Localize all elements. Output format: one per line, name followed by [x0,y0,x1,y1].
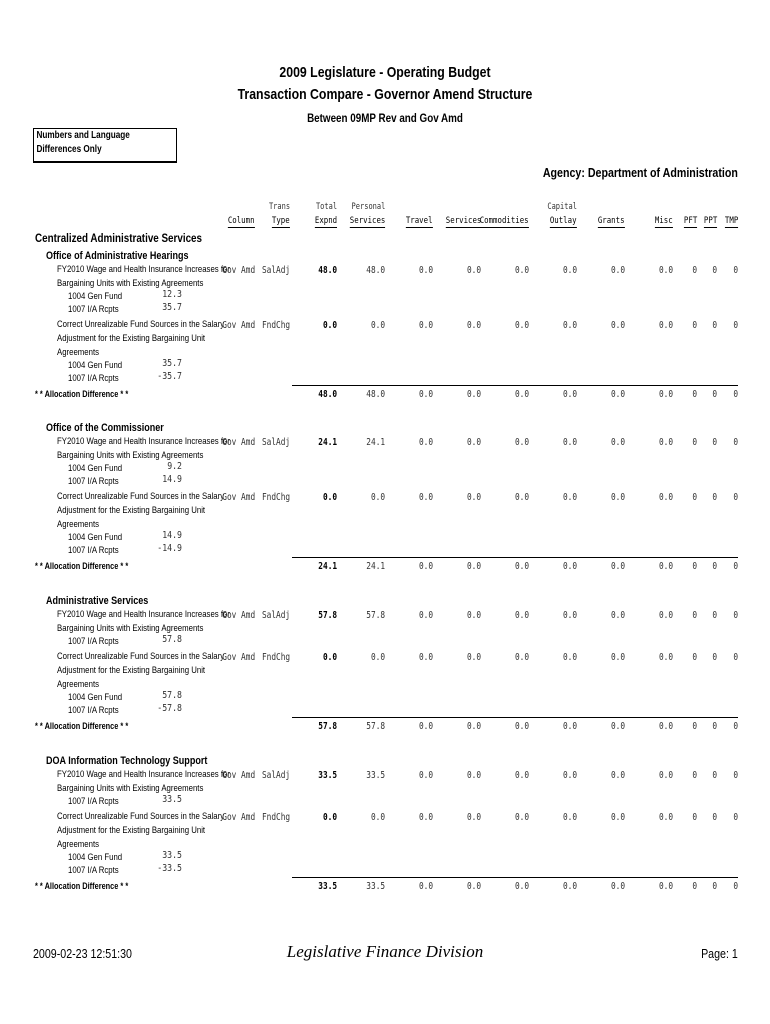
transaction1-cell-5: 0.0 [562,610,577,621]
transaction2-cell-4: 0.0 [514,320,529,331]
transaction1-cell-10: 0 [733,265,738,276]
transaction2-cell-5: 0.0 [562,320,577,331]
transaction2-cell-0: 0.0 [322,320,337,331]
fund-amount: 33.5 [162,794,182,805]
transaction1-cell-2: 0.0 [418,265,433,276]
allocation-total-cell-6: 0.0 [610,721,625,732]
col-head-trans-type: Type [272,216,290,226]
transaction-description-2: Bargaining Units with Existing Agreements [57,783,204,794]
fund-source: 1004 Gen Fund [68,532,123,543]
allocation-total-cell-7: 0.0 [658,881,673,892]
transaction-type: FndChg [261,812,290,823]
allocation-total-cell-1: 57.8 [366,721,385,732]
transaction2-cell-6: 0.0 [610,320,625,331]
allocation-total-cell-8: 0 [692,721,697,732]
allocation-total-cell-6: 0.0 [610,561,625,572]
transaction-column: Gov Amd [222,492,255,503]
transaction-description-2: Adjustment for the Existing Bargaining Unit [57,505,206,516]
transaction1-cell-9: 0 [712,610,717,621]
transaction2-cell-3: 0.0 [466,320,481,331]
allocation-total-cell-0: 57.8 [318,721,337,732]
transaction1-cell-1: 57.8 [366,610,385,621]
allocation-total-cell-6: 0.0 [610,881,625,892]
col-head-misc: Misc [655,216,673,226]
transaction-column: Gov Amd [222,610,255,621]
transaction-column: Gov Amd [222,437,255,448]
transaction2-cell-7: 0.0 [658,812,673,823]
transaction2-cell-6: 0.0 [610,812,625,823]
allocation-total-cell-9: 0 [712,561,717,572]
agency-label: Agency: Department of Administration [542,165,738,180]
transaction1-cell-8: 0 [692,610,697,621]
fund-source: 1007 I/A Rcpts [68,636,119,647]
transaction2-cell-4: 0.0 [514,492,529,503]
transaction2-cell-8: 0 [692,652,697,663]
fund-amount: -57.8 [157,703,182,714]
allocation-total-cell-4: 0.0 [514,561,529,572]
allocation-total-cell-9: 0 [712,721,717,732]
transaction1-cell-4: 0.0 [514,770,529,781]
transaction-description-3: Agreements [57,839,100,850]
transaction-type: SalAdj [261,437,290,448]
transaction2-cell-2: 0.0 [418,812,433,823]
transaction2-cell-9: 0 [712,652,717,663]
transaction1-cell-5: 0.0 [562,437,577,448]
transaction2-cell-2: 0.0 [418,320,433,331]
fund-source: 1007 I/A Rcpts [68,304,119,315]
transaction-description-2: Adjustment for the Existing Bargaining Unit [57,825,206,836]
transaction2-cell-3: 0.0 [466,652,481,663]
transaction1-cell-7: 0.0 [658,770,673,781]
transaction2-cell-2: 0.0 [418,652,433,663]
transaction-column: Gov Amd [222,265,255,276]
transaction1-cell-9: 0 [712,265,717,276]
transaction-description-2: Adjustment for the Existing Bargaining Unit [57,333,206,344]
transaction-description: Correct Unrealizable Fund Sources in the Salary [57,491,225,502]
transaction2-cell-8: 0 [692,812,697,823]
allocation-total-cell-2: 0.0 [418,561,433,572]
transaction1-cell-8: 0 [692,265,697,276]
allocation-total-cell-7: 0.0 [658,561,673,572]
transaction2-cell-1: 0.0 [370,320,385,331]
total-rule [292,877,738,878]
transaction2-cell-6: 0.0 [610,492,625,503]
allocation-total-cell-2: 0.0 [418,721,433,732]
transaction1-cell-1: 33.5 [366,770,385,781]
transaction-description: FY2010 Wage and Health Insurance Increases for [57,264,230,275]
transaction2-cell-7: 0.0 [658,320,673,331]
transaction1-cell-4: 0.0 [514,265,529,276]
transaction-column: Gov Amd [222,812,255,823]
transaction2-cell-9: 0 [712,812,717,823]
fund-amount: 57.8 [162,634,182,645]
transaction1-cell-8: 0 [692,437,697,448]
col-head-column: Column [228,216,255,226]
col-head-pft: PFT [683,216,697,226]
fund-source: 1004 Gen Fund [68,463,123,474]
col-head-ppt: PPT [703,216,717,226]
transaction1-cell-7: 0.0 [658,265,673,276]
transaction1-cell-4: 0.0 [514,610,529,621]
allocation-total-cell-1: 33.5 [366,881,385,892]
footer-page-number: Page: 1 [701,946,738,961]
transaction1-cell-0: 24.1 [318,437,337,448]
fund-amount: 14.9 [162,530,182,541]
transaction1-cell-6: 0.0 [610,610,625,621]
allocation-total-cell-7: 0.0 [658,389,673,400]
allocation-total-cell-10: 0 [733,881,738,892]
transaction1-cell-7: 0.0 [658,437,673,448]
transaction1-cell-8: 0 [692,770,697,781]
transaction1-cell-10: 0 [733,437,738,448]
allocation-total-cell-10: 0 [733,561,738,572]
transaction2-cell-3: 0.0 [466,812,481,823]
transaction-type: FndChg [261,652,290,663]
allocation-total-cell-0: 33.5 [318,881,337,892]
transaction2-cell-7: 0.0 [658,492,673,503]
allocation-total-cell-10: 0 [733,721,738,732]
transaction1-cell-1: 24.1 [366,437,385,448]
transaction1-cell-5: 0.0 [562,265,577,276]
transaction1-cell-0: 48.0 [318,265,337,276]
total-rule [292,557,738,558]
transaction1-cell-6: 0.0 [610,770,625,781]
transaction-description: Correct Unrealizable Fund Sources in the Salary [57,811,225,822]
fund-source: 1007 I/A Rcpts [68,796,119,807]
transaction1-cell-6: 0.0 [610,265,625,276]
fund-amount: 9.2 [167,461,182,472]
transaction-type: SalAdj [261,265,290,276]
allocation-total-cell-4: 0.0 [514,389,529,400]
allocation-total-cell-6: 0.0 [610,389,625,400]
transaction2-cell-0: 0.0 [322,652,337,663]
transaction2-cell-10: 0 [733,652,738,663]
transaction2-cell-5: 0.0 [562,492,577,503]
fund-amount: 12.3 [162,289,182,300]
transaction1-cell-0: 57.8 [318,610,337,621]
fund-source: 1007 I/A Rcpts [68,476,119,487]
fund-source: 1004 Gen Fund [68,360,123,371]
fund-source: 1007 I/A Rcpts [68,373,119,384]
transaction1-cell-3: 0.0 [466,265,481,276]
transaction-column: Gov Amd [222,652,255,663]
fund-amount: 35.7 [162,302,182,313]
allocation-total-cell-8: 0 [692,389,697,400]
allocation-difference-label: * * Allocation Difference * * [35,389,129,399]
transaction-column: Gov Amd [222,770,255,781]
col-head-trans-type-line1: Trans [268,202,290,212]
allocation-total-cell-4: 0.0 [514,881,529,892]
transaction-type: SalAdj [261,610,290,621]
transaction-type: SalAdj [261,770,290,781]
col-head-total-expnd: Expnd [314,216,337,226]
transaction-description: FY2010 Wage and Health Insurance Increases for [57,609,230,620]
fund-amount: 57.8 [162,690,182,701]
fund-amount: -14.9 [157,543,182,554]
transaction2-cell-1: 0.0 [370,492,385,503]
allocation-total-cell-8: 0 [692,881,697,892]
transaction-description-3: Agreements [57,679,100,690]
transaction-description-2: Bargaining Units with Existing Agreements [57,450,204,461]
transaction1-cell-6: 0.0 [610,437,625,448]
transaction-description: FY2010 Wage and Health Insurance Increases for [57,436,230,447]
transaction1-cell-3: 0.0 [466,610,481,621]
transaction1-cell-9: 0 [712,437,717,448]
col-head-personal-services: Services [349,216,385,226]
transaction-description-2: Bargaining Units with Existing Agreements [57,278,204,289]
allocation-total-cell-3: 0.0 [466,881,481,892]
transaction2-cell-6: 0.0 [610,652,625,663]
transaction1-cell-2: 0.0 [418,770,433,781]
transaction1-cell-2: 0.0 [418,437,433,448]
allocation-total-cell-5: 0.0 [562,881,577,892]
footer-division: Legislative Finance Division [286,942,484,961]
office-name: Administrative Services [46,595,149,607]
fund-amount: -33.5 [157,863,182,874]
allocation-difference-label: * * Allocation Difference * * [35,561,129,571]
allocation-total-cell-3: 0.0 [466,561,481,572]
transaction1-cell-7: 0.0 [658,610,673,621]
col-head-travel: Travel [406,216,433,226]
fund-amount: 33.5 [162,850,182,861]
transaction-column: Gov Amd [222,320,255,331]
allocation-total-cell-3: 0.0 [466,389,481,400]
compare-label: Between 09MP Rev and Gov Amd [307,111,463,125]
total-rule [292,717,738,718]
filter-line-1: Numbers and Language [36,130,130,141]
allocation-total-cell-1: 24.1 [366,561,385,572]
transaction2-cell-7: 0.0 [658,652,673,663]
fund-amount: 14.9 [162,474,182,485]
fund-amount: -35.7 [157,371,182,382]
transaction1-cell-3: 0.0 [466,770,481,781]
allocation-total-cell-7: 0.0 [658,721,673,732]
transaction-type: FndChg [261,320,290,331]
transaction2-cell-2: 0.0 [418,492,433,503]
transaction-description: FY2010 Wage and Health Insurance Increases for [57,769,230,780]
transaction2-cell-8: 0 [692,320,697,331]
transaction-description-3: Agreements [57,347,100,358]
fund-source: 1004 Gen Fund [68,291,123,302]
transaction1-cell-1: 48.0 [366,265,385,276]
footer-timestamp: 2009-02-23 12:51:30 [33,946,132,961]
report-title: 2009 Legislature - Operating Budget [279,64,491,81]
transaction1-cell-10: 0 [733,610,738,621]
allocation-total-cell-3: 0.0 [466,721,481,732]
transaction2-cell-1: 0.0 [370,812,385,823]
allocation-total-cell-9: 0 [712,389,717,400]
fund-source: 1007 I/A Rcpts [68,545,119,556]
office-name: Office of the Commissioner [46,422,164,434]
filter-box [33,128,177,163]
office-name: DOA Information Technology Support [46,755,208,767]
allocation-total-cell-5: 0.0 [562,561,577,572]
transaction-description: Correct Unrealizable Fund Sources in the Salary [57,651,225,662]
transaction2-cell-5: 0.0 [562,652,577,663]
allocation-total-cell-0: 24.1 [318,561,337,572]
col-head-services: Services [445,216,481,226]
transaction1-cell-4: 0.0 [514,437,529,448]
filter-line-2: Differences Only [36,144,102,155]
transaction1-cell-10: 0 [733,770,738,781]
transaction2-cell-4: 0.0 [514,652,529,663]
allocation-difference-label: * * Allocation Difference * * [35,881,129,891]
transaction1-cell-2: 0.0 [418,610,433,621]
allocation-total-cell-8: 0 [692,561,697,572]
col-head-tmp: TMP [724,216,738,226]
allocation-difference-label: * * Allocation Difference * * [35,721,129,731]
report-subtitle: Transaction Compare - Governor Amend Structure [237,86,533,103]
allocation-total-cell-1: 48.0 [366,389,385,400]
transaction1-cell-5: 0.0 [562,770,577,781]
total-rule [292,385,738,386]
col-head-capital-outlay-line1: Capital [547,202,577,212]
transaction2-cell-10: 0 [733,320,738,331]
section-title: Centralized Administrative Services [35,231,202,245]
fund-source: 1007 I/A Rcpts [68,705,119,716]
transaction-description: Correct Unrealizable Fund Sources in the Salary [57,319,225,330]
allocation-total-cell-9: 0 [712,881,717,892]
transaction2-cell-1: 0.0 [370,652,385,663]
fund-source: 1004 Gen Fund [68,692,123,703]
allocation-total-cell-0: 48.0 [318,389,337,400]
transaction1-cell-3: 0.0 [466,437,481,448]
allocation-total-cell-10: 0 [733,389,738,400]
transaction2-cell-9: 0 [712,320,717,331]
col-head-commodities: Commodities [480,216,529,226]
fund-source: 1007 I/A Rcpts [68,865,119,876]
allocation-total-cell-4: 0.0 [514,721,529,732]
col-head-grants: Grants [598,216,625,226]
transaction2-cell-0: 0.0 [322,812,337,823]
transaction2-cell-4: 0.0 [514,812,529,823]
transaction-description-2: Bargaining Units with Existing Agreements [57,623,204,634]
transaction1-cell-0: 33.5 [318,770,337,781]
allocation-total-cell-2: 0.0 [418,389,433,400]
transaction-description-2: Adjustment for the Existing Bargaining Unit [57,665,206,676]
office-name: Office of Administrative Hearings [46,250,189,262]
transaction2-cell-8: 0 [692,492,697,503]
transaction-type: FndChg [261,492,290,503]
fund-source: 1004 Gen Fund [68,852,123,863]
transaction1-cell-9: 0 [712,770,717,781]
col-head-capital-outlay: Outlay [550,216,577,226]
transaction2-cell-3: 0.0 [466,492,481,503]
transaction2-cell-10: 0 [733,812,738,823]
allocation-total-cell-5: 0.0 [562,721,577,732]
transaction2-cell-5: 0.0 [562,812,577,823]
allocation-total-cell-5: 0.0 [562,389,577,400]
transaction2-cell-10: 0 [733,492,738,503]
col-head-total-expnd-line1: Total [315,202,337,212]
allocation-total-cell-2: 0.0 [418,881,433,892]
transaction2-cell-9: 0 [712,492,717,503]
transaction2-cell-0: 0.0 [322,492,337,503]
fund-amount: 35.7 [162,358,182,369]
col-head-personal-services-line1: Personal [351,202,385,212]
transaction-description-3: Agreements [57,519,100,530]
